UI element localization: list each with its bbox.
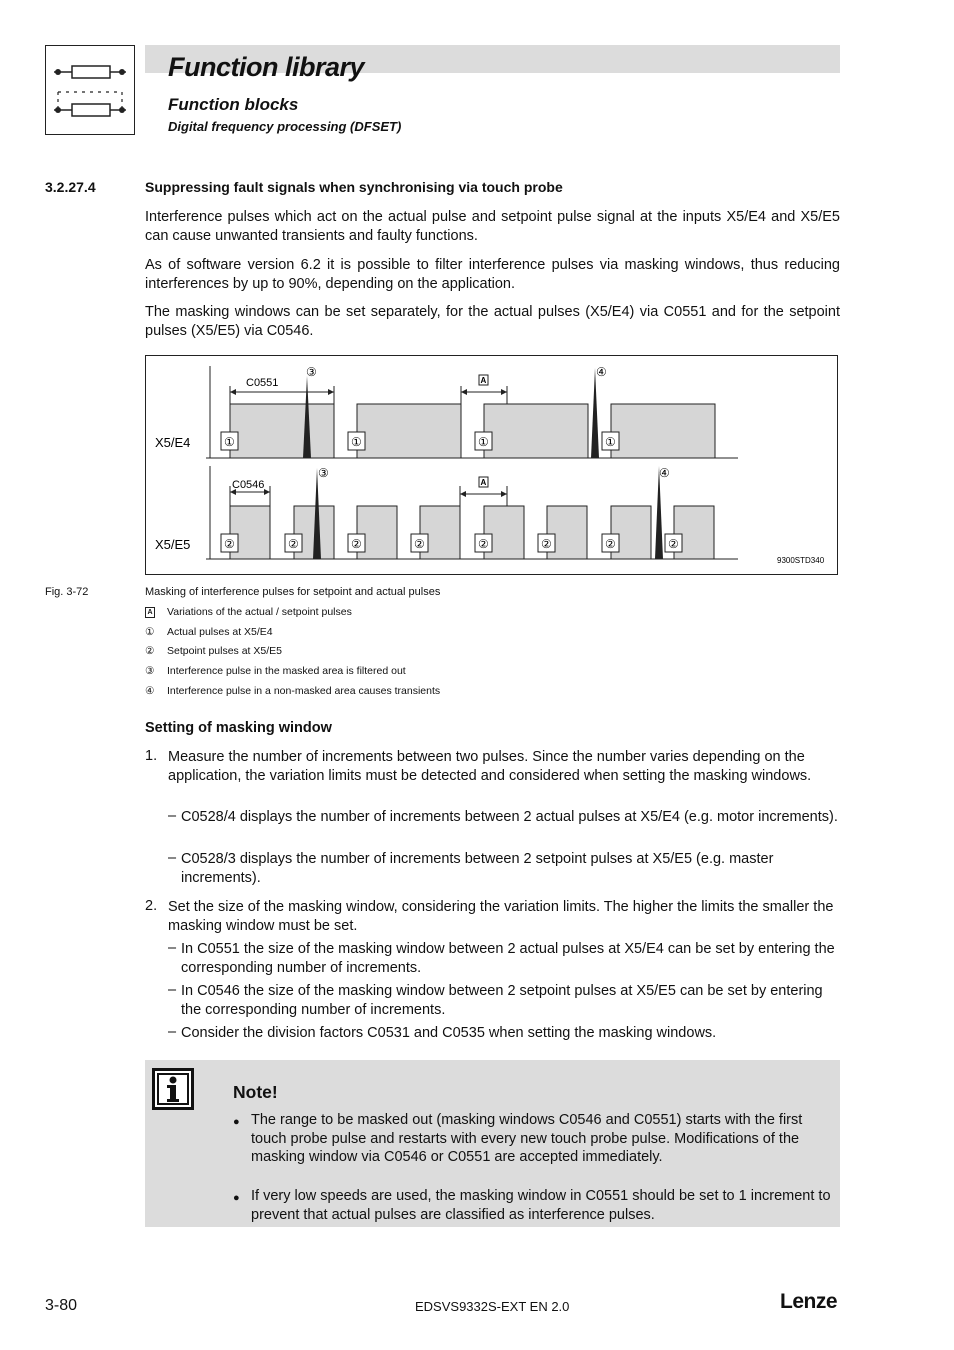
legend-text: Interference pulse in a non-masked area causes transients	[167, 685, 441, 697]
brand-logo: Lenze	[780, 1290, 838, 1313]
svg-text:②: ②	[541, 537, 552, 551]
svg-text:①: ①	[224, 435, 235, 449]
page-number: 3-80	[45, 1297, 78, 1314]
paragraph: Interference pulses which act on the actual pulse and setpoint pulse signal at the inputs X5/E4 and X5/E5 can cause unwanted transients and faulty functions.	[145, 209, 840, 244]
sub-step: C0528/4 displays the number of increments between 2 actual pulses at X5/E4 (e.g. motor increments).	[181, 809, 838, 825]
dash: –	[168, 940, 177, 956]
svg-text:②: ②	[224, 537, 235, 551]
page-subtitle: Function blocks	[168, 95, 299, 114]
sub-step: C0528/3 displays the number of increments between 2 setpoint pulses at X5/E5 (e.g. master increments).	[181, 851, 774, 886]
document-id: EDSVS9332S-EXT EN 2.0	[415, 1299, 570, 1314]
function-block-icon	[46, 46, 134, 134]
legend-symbol: ①	[145, 626, 155, 638]
page-title: Function library	[168, 52, 365, 82]
legend-symbol: ②	[145, 645, 155, 657]
paragraph: As of software version 6.2 it is possible to filter interference pulses via masking windows, thus reducing interferences by up to 90%, depending on the application.	[145, 257, 840, 292]
dash: –	[168, 808, 177, 824]
step-number: 2.	[145, 898, 158, 914]
code-c0551: C0551	[246, 377, 279, 389]
sub-step: In C0546 the size of the masking window between 2 setpoint pulses at X5/E5 can be set by entering the corresponding number of increments.	[181, 983, 823, 1018]
page-subsubtitle: Digital frequency processing (DFSET)	[168, 119, 402, 134]
step-text: Measure the number of increments between two pulses. Since the number varies depending on the application, the variation limits must be detected and considered when setting the masking windows.	[168, 749, 812, 784]
svg-text:②: ②	[605, 537, 616, 551]
bullet: ●	[233, 1192, 240, 1204]
section-title: Suppressing fault signals when synchronising via touch probe	[145, 179, 563, 195]
legend-item	[145, 606, 352, 620]
note-item: The range to be masked out (masking windows C0546 and C0551) starts with the first touch probe pulse and restarts with every new touch probe pulse. Modifications of the masking window via C0546 or C0551 are accepted immediately.	[251, 1112, 803, 1165]
legend-text: Variations of the actual / setpoint pulses	[167, 606, 352, 618]
symbol-4: ④	[659, 466, 670, 480]
svg-text:①: ①	[605, 435, 616, 449]
step-number: 1.	[145, 748, 158, 764]
note-item: If very low speeds are used, the masking window in C0551 should be set to 1 increment to prevent that actual pulses are classified as interference pulses.	[251, 1188, 831, 1223]
code-c0546: C0546	[232, 479, 265, 491]
svg-text:①: ①	[478, 435, 489, 449]
legend-text: Actual pulses at X5/E4	[167, 626, 273, 638]
actual-pulse	[230, 404, 334, 458]
actual-pulse	[611, 404, 715, 458]
legend-item	[145, 645, 282, 659]
svg-text:①: ①	[351, 435, 362, 449]
legend-text: Interference pulse in the masked area is filtered out	[167, 665, 406, 677]
dash: –	[168, 850, 177, 866]
interference-pulse-unmasked	[591, 368, 599, 458]
masking-diagram-svg	[146, 356, 837, 574]
svg-text:②: ②	[288, 537, 299, 551]
section-number: 3.2.27.4	[45, 179, 96, 195]
legend-item	[145, 685, 440, 699]
sub-step: In C0551 the size of the masking window between 2 actual pulses at X5/E4 can be set by entering the corresponding number of increments.	[181, 941, 835, 976]
masking-diagram	[145, 355, 838, 575]
legend-symbol: A	[145, 607, 155, 618]
step-text: Set the size of the masking window, considering the variation limits. The higher the limits the smaller the masking window must be set.	[168, 899, 834, 934]
row2-label: X5/E5	[155, 537, 191, 552]
dash: –	[168, 1024, 177, 1040]
figure-image-id: 9300STD340	[777, 556, 825, 565]
symbol-3: ③	[306, 365, 317, 379]
svg-text:②: ②	[414, 537, 425, 551]
legend-item	[145, 665, 406, 679]
symbol-4: ④	[596, 365, 607, 379]
legend-item	[145, 626, 273, 640]
svg-text:②: ②	[351, 537, 362, 551]
paragraph: The masking windows can be set separately, for the actual pulses (X5/E4) via C0551 and for the setpoint pulses (X5/E5) via C0546.	[145, 304, 840, 339]
marker-a: A	[480, 478, 487, 487]
figure-number: Fig. 3-72	[45, 586, 89, 598]
dash: –	[168, 982, 177, 998]
symbol-3: ③	[318, 466, 329, 480]
svg-text:②: ②	[668, 537, 679, 551]
bullet: ●	[233, 1116, 240, 1128]
subsection-heading: Setting of masking window	[145, 720, 332, 736]
info-icon	[152, 1068, 194, 1110]
svg-text:②: ②	[478, 537, 489, 551]
legend-text: Setpoint pulses at X5/E5	[167, 645, 282, 657]
marker-a: A	[480, 376, 487, 385]
actual-pulse	[484, 404, 588, 458]
legend-symbol: ③	[145, 665, 155, 677]
sub-step: Consider the division factors C0531 and C0535 when setting the masking windows.	[181, 1025, 717, 1041]
function-block-logo	[45, 45, 135, 135]
actual-pulse	[357, 404, 461, 458]
note-title: Note!	[233, 1082, 278, 1102]
legend-symbol: ④	[145, 685, 155, 697]
row1-label: X5/E4	[155, 435, 191, 450]
figure-caption: Masking of interference pulses for setpoint and actual pulses	[145, 586, 441, 598]
